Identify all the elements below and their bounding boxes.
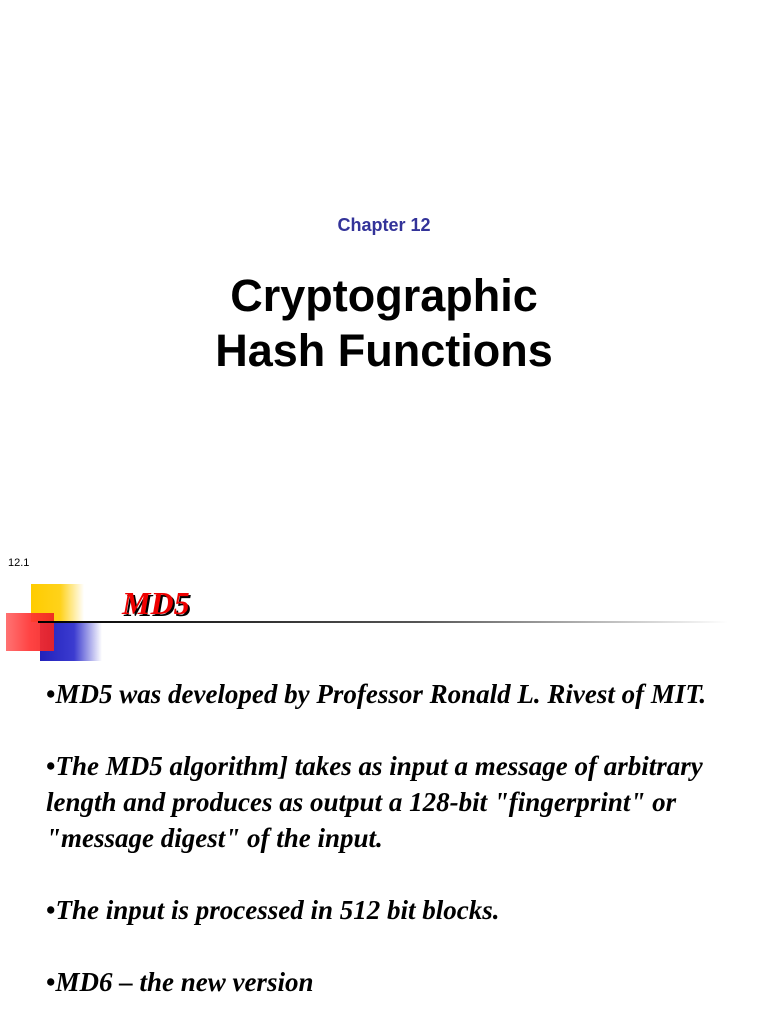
title-line-2: Hash Functions [215,325,553,376]
bullet-text: The MD5 algorithm] takes as input a message of arbitrary length and produces as output a 128-bit "fingerprint" or "message digest" of the input. [46,751,703,853]
bullet-marker: • [46,751,56,781]
bullet-text: MD5 was developed by Professor Ronald L. Rivest of MIT. [55,679,707,709]
chapter-label: Chapter 12 [337,215,431,235]
title-line-1: Cryptographic [230,270,538,321]
bullet-item [46,964,726,1000]
red-decoration-block [6,613,54,651]
bullet-marker: • [46,967,56,997]
bullet-text: The input is processed in 512 bit blocks. [55,895,500,925]
page-title [0,268,768,378]
bullet-list [46,676,726,1024]
bullet-item [46,892,726,928]
slide-title: MD5 [122,585,190,621]
bullet-marker: • [46,895,56,925]
bullet-item [46,748,726,856]
bullet-text: MD6 – the new version [55,967,314,997]
bullet-item [46,676,726,712]
bullet-marker: • [46,679,56,709]
slide-number: 12.1 [8,557,30,569]
